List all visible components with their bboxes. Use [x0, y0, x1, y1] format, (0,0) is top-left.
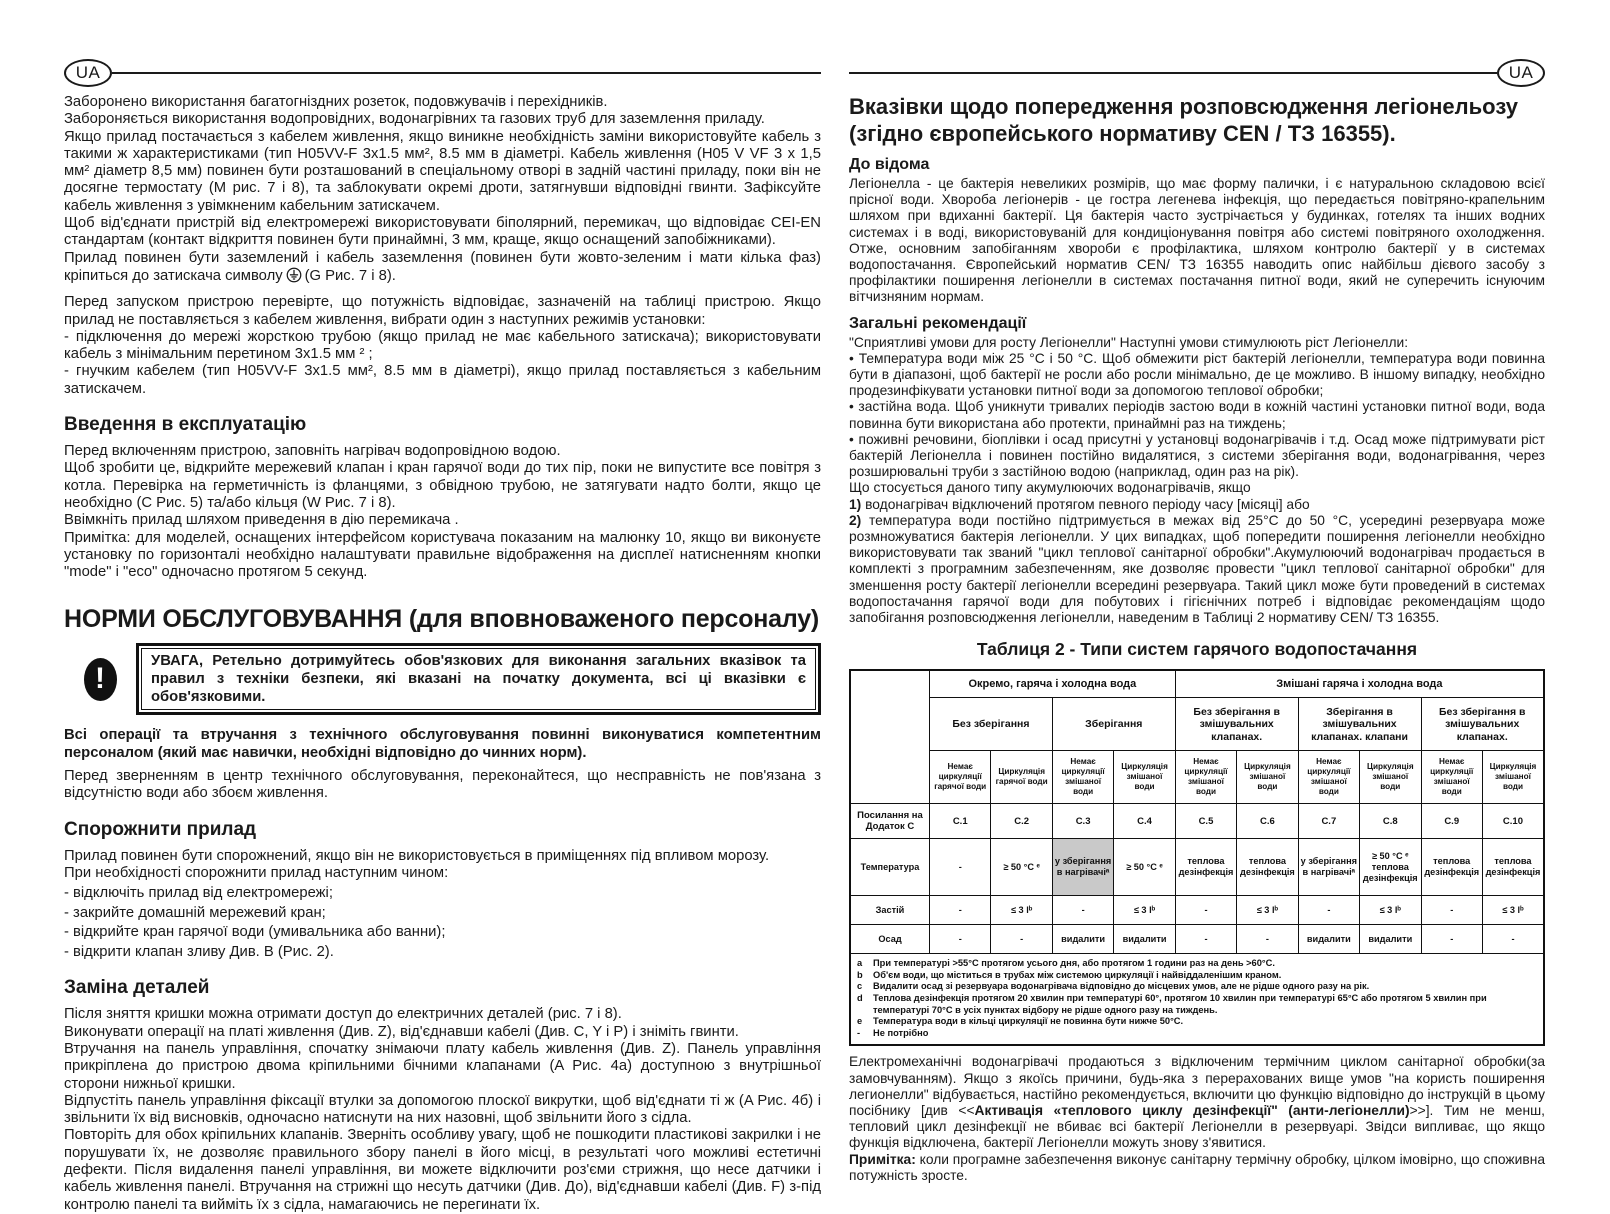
table-cell: ≥ 50 °C ᵉ теплова дезінфекція: [1360, 839, 1421, 896]
table-group-header: Окремо, гаряча і холодна вода: [930, 670, 1176, 698]
table-storage-header: Без зберігання в змішувальних клапанах.: [1421, 698, 1544, 751]
table-cell: видалити: [1360, 925, 1421, 954]
table-circulation-header: Немає циркуляції змішаної води: [1052, 751, 1113, 804]
heading-info: До відома: [849, 156, 930, 173]
table-cell: C.1: [930, 804, 991, 839]
table-cell: C.10: [1482, 804, 1544, 839]
paragraph: При необхідності спорожнити прилад наступним чином:: [64, 864, 449, 881]
table-cell: теплова дезінфекція: [1421, 839, 1482, 896]
table-cell: -: [1298, 896, 1359, 925]
table-circulation-header: Немає циркуляції гарячої води: [930, 751, 991, 804]
table-circulation-header: Немає циркуляції змішаної води: [1298, 751, 1359, 804]
table-cell: C.3: [1052, 804, 1113, 839]
table-row-label: Застій: [850, 896, 930, 925]
paragraph: - підключення до мережі жорсткою трубою (якщо прилад не має кабельного затискача); використовувати кабель з мінімальним перетином 3x1.5 мм ² ;: [64, 328, 821, 363]
table-cell: -: [930, 896, 991, 925]
table-cell: -: [930, 839, 991, 896]
table-cell: у зберігання в нагрівачіᵃ: [1298, 839, 1359, 896]
paragraph: Легіонелла - це бактерія невеликих розмірів, що має форму палички, і є натуральною складовою всієї прісної води. Хвороба легіонерів - це гостра легенева інфекція, що передається повітряно-крапельним шляхом при вдиханні бактерії. Ця бактерія часто зустрічається у будинках, готелях та інших водних системах і в воді, використовуваній для кондиціонування повітря або системі повітряного охолодження. Отже, основним запобіганням хвороби є профілактика, шляхом контролю бактерії у в системах водопостачання. Європейський норматив CEN/ ТЗ 16355 наводить опис найбільш дієвого засобу з профілактики поширення легіонелли в системах постачання питної води, який не суперечить існуючим вітчизняним нормам.: [849, 176, 1545, 305]
table-cell: ≤ 3 lᵇ: [1482, 896, 1544, 925]
exclamation-icon: [84, 658, 117, 701]
right-column: [849, 58, 1545, 1184]
table-cell: -: [930, 925, 991, 954]
table-cell: видалити: [1298, 925, 1359, 954]
numbered-item-2: [849, 513, 1545, 626]
table-circulation-header: Циркуляція змішаної води: [1360, 751, 1421, 804]
table-cell: C.6: [1237, 804, 1298, 839]
paragraph: Ввімкніть прилад шляхом приведення в дію перемикача .: [64, 512, 459, 529]
table-cell: ≤ 3 lᵇ: [1114, 896, 1175, 925]
section-heading-parts: Заміна деталей: [64, 977, 210, 999]
language-badge: [64, 59, 112, 87]
footnote-marker: -: [857, 1027, 861, 1038]
list-item: - відкрийте кран гарячої води (умивальника або ванни);: [64, 924, 446, 941]
paragraph: Що стосується даного типу акумулюючих водонагрівачів, якщо: [849, 480, 1251, 496]
list-item: • Температура води між 25 °C і 50 °C. Щоб обмежити ріст бактерій легіонелли, температура води повинна бути в діапазоні, щоб бактерії не росли або росли мінімально, де це можливо. В іншому випадку, необхідно продезинфікувати установки питної води за допомогою теплової обробки;: [849, 350, 1545, 399]
section-heading-commissioning: Введення в експлуатацію: [64, 414, 307, 436]
table-cell: C.2: [991, 804, 1052, 839]
paragraph-bold: Всі операції та втручання з технічного обслуговування повинні виконуватися компетентним персоналом (який має навички, необхідні відповідно до чинних норм).: [64, 727, 821, 761]
footnote: [857, 970, 1537, 982]
table-cell: -: [1482, 925, 1544, 954]
footnote-text: Температура води в кільці циркуляції не повинна бути нижче 50°С.: [873, 1016, 1184, 1027]
exclamation-glyph: !: [95, 662, 105, 696]
item-number: 2): [849, 512, 862, 528]
hot-water-systems-table: [849, 669, 1545, 1046]
post-text-bold: Активація «теплового циклу дезінфекції" (анти-легіонелли): [974, 1103, 1410, 1119]
table-cell: ≤ 3 lᵇ: [991, 896, 1052, 925]
table-row-label: Посилання на Додаток C: [850, 804, 930, 839]
paragraph-post-table: [849, 1054, 1545, 1151]
table-cell: -: [1175, 925, 1236, 954]
footnote-marker: e: [857, 1016, 863, 1027]
paragraph: Після зняття кришки можна отримати доступ до електричних деталей (рис. 7 і 8).: [64, 1006, 622, 1023]
table-row-label: Температура: [850, 839, 930, 896]
footnote: [857, 981, 1537, 993]
language-badge: [1497, 59, 1545, 87]
list-item: - відкрити клапан зливу Див. B (Рис. 2).: [64, 944, 334, 961]
table-cell: -: [1421, 896, 1482, 925]
paragraph: Щоб від'єднати пристрій від електромережі використовувати біполярний, перемикач, що відповідає CEI-EN стандартам (контакт відкриття повинен бути принаймні, 3 мм, краще, якщо оснащений запобіжниками).: [64, 215, 821, 249]
warning-banner: [64, 643, 821, 715]
table-cell: -: [991, 925, 1052, 954]
footnote: [857, 958, 1537, 970]
note-lead: Примітка:: [849, 1151, 916, 1167]
header-rule-line: [112, 72, 821, 74]
footnote-text: Видалити осад зі резервуара водонагрівача відповідно до місцевих умов, але не рідше одного разу на рік.: [873, 981, 1370, 992]
item-text: водонагрівач відключений протягом певного періоду часу [місяці] або: [861, 496, 1310, 512]
earth-ground-icon: [286, 267, 302, 288]
paragraph: Перед запуском пристрою перевірте, що потужність відповідає, зазначеній на таблиці пристрою. Якщо прилад не поставляється з кабелем живлення, вибрати один з наступних режимів установки:: [64, 294, 821, 328]
table-cell-shaded: у зберігання в нагрівачіᵃ: [1052, 839, 1113, 896]
paragraph: Повторіть для обох кріпильних клапанів. Зверніть особливу увагу, щоб не пошкодити пластикові закрилки і не порушувати їх, не дозволяє правильного збору панелі в його місці, в результаті чого можливі естетичні дефекти. Після видалення панелі управління, ви можете відключити роз'єми стрижня, що несе датчики і кабель живлення панелі. Втручання на стрижні що несуть датчики (Див. До), від'єднавши кабелі (Див. F) з-під контролю панелі та вийміть їх з сідла, намагаючись не перегинати їх.: [64, 1127, 821, 1213]
paragraph: Втручання на панель управління, спочатку знімаючи плату кабель живлення (Див. Z). Панель управління прикріплена до пристрою двома кріпильними бічними клапанами (A Рис. 4a) доступною з внутрішньої сторони нижньої кришки.: [64, 1040, 821, 1092]
table-circulation-header: Циркуляція гарячої води: [991, 751, 1052, 804]
table-cell: C.7: [1298, 804, 1359, 839]
table-cell: ≥ 50 °C ᵉ: [1114, 839, 1175, 896]
table-cell: C.8: [1360, 804, 1421, 839]
warning-icon-wrap: [64, 658, 136, 701]
paragraph: Щоб зробити це, відкрийте мережевий клапан і кран гарячої води до тих пір, поки не випустите все повітря з котла. Перевірка на герметичність із фланцями, з обвідною трубою, не затягувати надто болти, якщо це необхідно (C Рис. 5) та/або кільця (W Рис. 7 і 8).: [64, 460, 821, 511]
footnote-marker: c: [857, 981, 863, 992]
heading-recommendations: Загальні рекомендації: [849, 314, 1027, 332]
section-heading-emptying: Спорожнити прилад: [64, 818, 257, 840]
list-item: • застійна вода. Щоб уникнути тривалих періодів застою води в кожній частині установки питної води, вода повинна бути використана або протекти, принаймні раз на тиждень;: [849, 399, 1545, 431]
note-text: коли програмне забезпечення виконує санітарну термічну обробку, цілком імовірно, що споживна потужність зросте.: [849, 1151, 1545, 1183]
table-storage-header: Зберігання в змішувальних клапанах. клапани: [1298, 698, 1421, 751]
note-paragraph: [849, 1152, 1545, 1184]
bullet-list: [64, 885, 821, 962]
footnote-marker: b: [857, 969, 863, 980]
left-header-rule: [64, 58, 821, 88]
table-cell: C.5: [1175, 804, 1236, 839]
left-column: [64, 58, 821, 1214]
table-cell: C.4: [1114, 804, 1175, 839]
paragraph: Примітка: для моделей, оснащених інтерфейсом користувача показаним на малюнку 10, якщо ви виконуєте установку по горизонталі необхідно налаштувати правильне відображення на дисплеї натисненням кнопки "mode" і "eco" одночасно протягом 5 секунд.: [64, 529, 821, 581]
table-cell: -: [1237, 925, 1298, 954]
table-circulation-header: Немає циркуляції змішаної води: [1175, 751, 1236, 804]
section-heading-maintenance: НОРМИ ОБСЛУГОВУВАННЯ (для вповноваженого персоналу): [64, 605, 820, 634]
table-title: Таблиця 2 - Типи систем гарячого водопостачання: [976, 639, 1418, 660]
item-number: 1): [849, 496, 862, 512]
footnote: [857, 993, 1537, 1016]
table-cell: -: [1175, 896, 1236, 925]
footnote-marker: a: [857, 958, 863, 969]
table-cell: ≤ 3 lᵇ: [1360, 896, 1421, 925]
paragraph: Прилад повинен бути спорожнений, якщо він не використовується в приміщеннях під впливом морозу.: [64, 847, 770, 864]
warning-box: [136, 643, 821, 715]
paragraph: Відпустіть панель управління фіксації втулки за допомогою плоскої викрутки, щоб від'єднати ті ж (A Рис. 4б) і звільнити їх від висновків, одночасно натиснути на них назовні, щоб звільнити його з сідла.: [64, 1092, 821, 1127]
list-item: • поживні речовини, біоплівки і осад присутні у установці водонагрівачів і т.д. Осад може підтримувати ріст бактерій Легіонелла і повинен постійно видалятися, з системи зберігання води, водонагрівання, через розширювальні труби з застійною водою (наприклад, один раз на рік).: [849, 431, 1545, 480]
post-text-2: >>]. Тим не менш, тепловий цикл дезінфекції не вбиває всі бактерії Легіонелли в резервуарі. Звідси випливає, що якщо функція відключена, бактерії Легіонелли можуть знову з'явитися.: [849, 1103, 1545, 1151]
warning-text: УВАГА, Ретельно дотримуйтесь обов'язкових для виконання загальних вказівок та правил з техніки безпеки, які вказані на початку документа, всі ці вказівки є обов'язковими.: [151, 653, 806, 706]
table-cell: ≤ 3 lᵇ: [1237, 896, 1298, 925]
paragraph: Виконувати операції на платі живлення (Див. Z), від'єднавши кабелі (Див. C, Y і P) і зніміть гвинти.: [64, 1023, 739, 1040]
table-cell: -: [1421, 925, 1482, 954]
footnote-text: Теплова дезінфекція протягом 20 хвилин при температурі 60°, протягом 10 хвилин при температурі 65°С або протягом 5 хвилин при температурі 70°С в усіх пунктах відбору не рідше одного разу на тиждень.: [873, 993, 1487, 1015]
table-cell: ≥ 50 °C ᵉ: [991, 839, 1052, 896]
table-footnotes: [850, 954, 1544, 1046]
warning-box-inner: [141, 648, 816, 710]
footnote: [857, 1028, 1537, 1040]
table-cell: -: [1052, 896, 1113, 925]
footnote-text: При температурі >55°C протягом усього дня, або протягом 1 години раз на день >60°C.: [873, 958, 1275, 969]
language-badge-label: UA: [1508, 63, 1534, 82]
language-badge-label: UA: [75, 63, 101, 82]
item-text: температура води постійно підтримується в межах від 25°C до 50 °C, усередині резервуара може розмножуватися бактерія легіонелли. У цих випадках, щоб попередити поширення легіонелли необхідно використовувати так званий "цикл теплової санітарної обробки".Акумулюючий водонагрівач продається в комплекті з програмним забезпеченням, яке дозволяє провести "цикл теплової санітарної обробки" для зменшення росту бактерії легіонелли всередині резервуара. Такий цикл може бути проведений в системах водопостачання гарячої води для побутових і гігієнічних потреб і відповідає рекомендаціям щодо запобігання розповсюдження легіонелли, наведеним в Таблиці 2 нормативу CEN/ ТЗ 16355.: [849, 512, 1545, 626]
footnote-marker: d: [857, 993, 863, 1004]
table-cell: видалити: [1114, 925, 1175, 954]
earth-text-before: Прилад повинен бути заземлений і кабель заземлення (повинен бути жовто-зеленим і мати кілька фаз) кріпиться до затискача символу: [64, 249, 821, 284]
footnote-text: Не потрібно: [873, 1027, 929, 1038]
table-cell: теплова дезінфекція: [1482, 839, 1544, 896]
paragraph: "Сприятливі умови для росту Легіонелли" Наступні умови стимулюють ріст Легіонелли:: [849, 334, 1409, 350]
paragraph: Заборонено використання багатогніздних розеток, подовжувачів і перехідників.: [64, 94, 608, 110]
post-text-1: Електромеханічні водонагрівачі продаються з відключеним термічним циклом санітарної обробки(за замовчуванням). Якщо з якоїсь причини, будь-яка з перерахованих вище умов "на користь поширення легионелли" відбувається, настійно рекомендується, включити цю функцію відповідно до інструкцій в цьому посібнику [див <<: [849, 1054, 1545, 1119]
table-storage-header: Без зберігання: [930, 698, 1053, 751]
paragraph-earth-symbol: [64, 250, 821, 289]
table-cell: теплова дезінфекція: [1175, 839, 1236, 896]
paragraph: Якщо прилад постачається з кабелем живлення, якщо виникне необхідність заміни використовуйте кабель з такими ж характеристиками (тип H05VV-F 3x1.5 мм², 8.5 мм в діаметрі. Кабель живлення (H05 V VF 3 x 1,5 мм² діаметр 8,5 мм) повинен бути розташований в спеціальному отворі в задній частині приладу, поки він не досягне термостату (M рис. 7 і 8), та заблокувати окремі дроти, затягнувши відповідні гвинти. Зафіксуйте кабель живлення з увімкненим кабельним затискачем.: [64, 128, 821, 214]
legionella-title: Вказівки щодо попередження розповсюдження легіонельозу (згідно європейського нормативу CEN / ТЗ 16355).: [849, 94, 1518, 146]
table-cell: C.9: [1421, 804, 1482, 839]
paragraph: - гнучким кабелем (тип H05VV-F 3x1.5 мм², 8.5 мм в діаметрі), якщо прилад поставляється з кабельним затискачем.: [64, 363, 821, 397]
paragraph: Перед включенням пристрою, заповніть нагрівач водопровідною водою.: [64, 443, 561, 460]
numbered-item-1: [849, 497, 1545, 513]
table-group-header: Змішані гаряча і холодна вода: [1175, 670, 1544, 698]
table-corner-cell: [850, 670, 930, 804]
right-header-rule: [849, 58, 1545, 88]
paragraph: Перед зверненням в центр технічного обслуговування, переконайтеся, що несправність не пов'язана з відсутністю води або збоєм живлення.: [64, 768, 821, 802]
list-item: - відключіть прилад від електромережі;: [64, 884, 333, 901]
table-storage-header: Зберігання: [1052, 698, 1175, 751]
table-circulation-header: Немає циркуляції змішаної води: [1421, 751, 1482, 804]
table-circulation-header: Циркуляція змішаної води: [1482, 751, 1544, 804]
table-circulation-header: Циркуляція змішаної води: [1114, 751, 1175, 804]
table-circulation-header: Циркуляція змішаної води: [1237, 751, 1298, 804]
table-cell: теплова дезінфекція: [1237, 839, 1298, 896]
table-row-label: Осад: [850, 925, 930, 954]
earth-text-after: (G Рис. 7 і 8).: [304, 267, 396, 284]
header-rule-line: [849, 72, 1497, 74]
footnote: [857, 1016, 1537, 1028]
list-item: - закрийте домашній мережевий кран;: [64, 904, 326, 921]
table-storage-header: Без зберігання в змішувальних клапанах.: [1175, 698, 1298, 751]
paragraph: Забороняється використання водопровідних, водонагрівних та газових труб для заземлення приладу.: [64, 111, 765, 128]
table-cell: видалити: [1052, 925, 1113, 954]
footnote-text: Об'єм води, що міститься в трубах між системою циркуляції і найвіддаленішим краном.: [873, 969, 1282, 980]
